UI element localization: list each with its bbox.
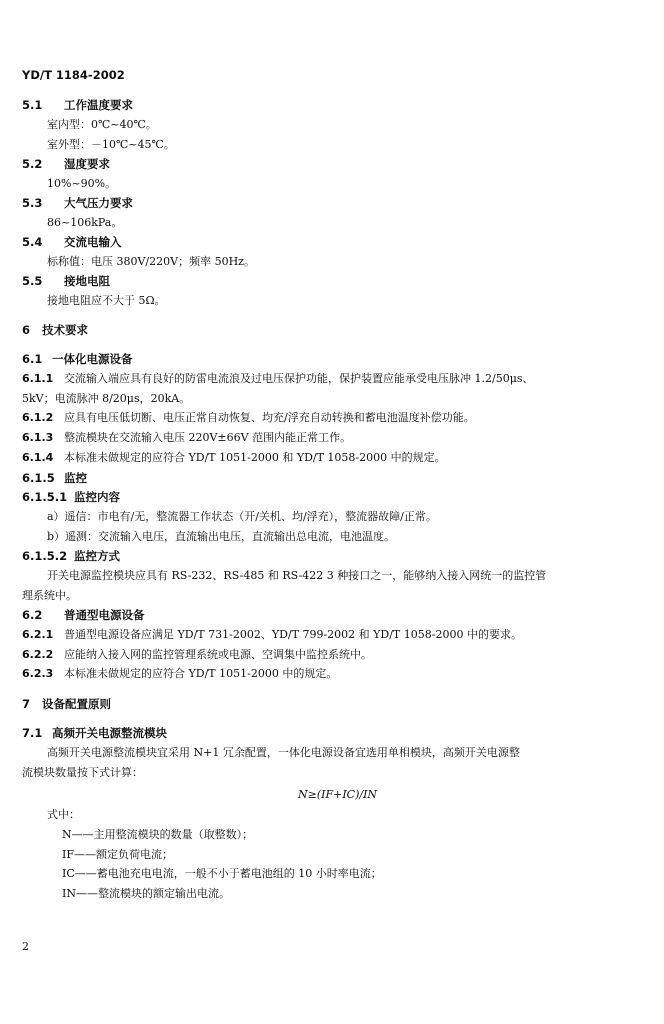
section-number: 5.3 (22, 196, 43, 210)
clause-number: 6.1.1 (22, 372, 54, 385)
section-title: 高频开关电源整流模块 (52, 726, 167, 740)
formula-definition: IN——整流模块的额定输出电流。 (62, 887, 230, 900)
clause-number: 6.1.2 (22, 411, 54, 424)
formula-where-label: 式中： (47, 808, 80, 821)
clause-text: 应具有电压低切断、电压正常自动恢复、均充/浮充自动转换和蓄电池温度补偿功能。 (64, 411, 475, 424)
clause-title: 监控 (64, 471, 87, 485)
clause-6-1-4 (22, 451, 446, 465)
clause-text: 应能纳入接入网的监控管理系统或电源、空调集中监控系统中。 (64, 648, 372, 661)
clause-text: 本标准未做规定的应符合 YD/T 1051-2000 中的规定。 (64, 667, 338, 680)
formula: N≥(IF+IC)/IN (298, 788, 378, 801)
formula-definition: N——主用整流模块的数量（取整数）； (62, 828, 254, 841)
section-5-5-heading (22, 274, 110, 288)
clause-6-2-1 (22, 628, 522, 642)
section-5-2-heading (22, 157, 110, 171)
section-number: 5.1 (22, 98, 43, 112)
clause-text: 本标准未做规定的应符合 YD/T 1051-2000 和 YD/T 1058-2000 中的规定。 (64, 451, 446, 464)
clause-text: 交流输入端应具有良好的防雷电流浪及过电压保护功能，保护装置应能承受电压脉冲 1.2/50μs、 (64, 372, 534, 385)
formula-definition: IC——蓄电池充电电流，一般不小于蓄电池组的 10 小时率电流； (62, 867, 382, 880)
paragraph: 86~106kPa。 (47, 216, 123, 229)
section-title: 普通型电源设备 (64, 608, 145, 622)
section-title: 湿度要求 (64, 157, 110, 171)
section-6-1-heading (22, 352, 133, 366)
section-title: 大气压力要求 (64, 196, 133, 210)
chapter-number: 6 (22, 323, 31, 337)
formula-definition: IF——额定负荷电流； (62, 848, 173, 861)
clause-number: 6.2.3 (22, 667, 54, 680)
section-5-3-heading (22, 196, 133, 210)
clause-text: 整流模块在交流输入电压 220V±66V 范围内能正常工作。 (64, 431, 352, 444)
paragraph: 室内型：0℃~40℃。 (47, 118, 157, 131)
section-6-2-heading (22, 608, 145, 622)
paragraph: 5kV；电流脉冲 8/20μs，20kA。 (22, 392, 191, 405)
clause-title: 监控内容 (74, 490, 120, 504)
section-number: 5.5 (22, 274, 43, 288)
section-7-1-heading (22, 726, 167, 740)
paragraph: 室外型：－10℃~45℃。 (47, 138, 175, 151)
clause-number: 6.1.5.1 (22, 490, 68, 504)
clause-6-2-3 (22, 667, 337, 681)
clause-title: 监控方式 (74, 549, 120, 563)
clause-number: 6.2.2 (22, 648, 54, 661)
document-code: YD/T 1184-2002 (22, 68, 125, 82)
section-title: 工作温度要求 (64, 98, 133, 112)
paragraph: 理系统中。 (22, 589, 77, 602)
chapter-7-heading (22, 697, 111, 711)
section-number: 5.4 (22, 235, 43, 249)
paragraph: 流模块数量按下式计算： (22, 766, 143, 779)
paragraph: 开关电源监控模块应具有 RS-232、RS-485 和 RS-422 3 种接口之一，能够纳入接入网统一的监控管 (47, 569, 547, 582)
clause-6-2-2 (22, 648, 372, 662)
paragraph: 高频开关电源整流模块宜采用 N+1 冗余配置，一体化电源设备宜选用单相模块，高频开关电源整 (47, 746, 520, 759)
section-number: 5.2 (22, 157, 43, 171)
chapter-number: 7 (22, 697, 31, 711)
clause-6-1-5-2-heading (22, 549, 120, 563)
clause-text: 普通型电源设备应满足 YD/T 731-2002、YD/T 799-2002 和 YD/T 1058-2000 中的要求。 (64, 628, 522, 641)
section-number: 6.2 (22, 608, 43, 622)
section-number: 7.1 (22, 726, 43, 740)
clause-6-1-2 (22, 411, 475, 425)
list-item-b: b）遥测：交流输入电压，直流输出电压，直流输出总电流，电池温度。 (47, 530, 396, 543)
clause-6-1-5-heading (22, 471, 87, 485)
section-5-1-heading (22, 98, 133, 112)
chapter-title: 设备配置原则 (42, 697, 111, 711)
section-5-4-heading (22, 235, 122, 249)
page-number: 2 (22, 940, 29, 953)
section-title: 一体化电源设备 (52, 352, 133, 366)
paragraph: 标称值：电压 380V/220V；频率 50Hz。 (47, 255, 255, 268)
chapter-6-heading (22, 323, 88, 337)
chapter-title: 技术要求 (42, 323, 88, 337)
clause-number: 6.1.5.2 (22, 549, 68, 563)
section-title: 交流电输入 (64, 235, 122, 249)
section-title: 接地电阻 (64, 274, 110, 288)
clause-6-1-5-1-heading (22, 490, 120, 504)
clause-6-1-3 (22, 431, 351, 445)
paragraph: 接地电阻应不大于 5Ω。 (47, 294, 166, 307)
clause-number: 6.1.5 (22, 471, 55, 485)
paragraph: 10%~90%。 (47, 177, 117, 190)
clause-number: 6.2.1 (22, 628, 54, 641)
list-item-a: a）遥信：市电有/无，整流器工作状态（开/关机、均/浮充），整流器故障/正常。 (47, 510, 437, 523)
section-number: 6.1 (22, 352, 43, 366)
clause-6-1-1 (22, 372, 534, 386)
clause-number: 6.1.4 (22, 451, 54, 464)
clause-number: 6.1.3 (22, 431, 54, 444)
